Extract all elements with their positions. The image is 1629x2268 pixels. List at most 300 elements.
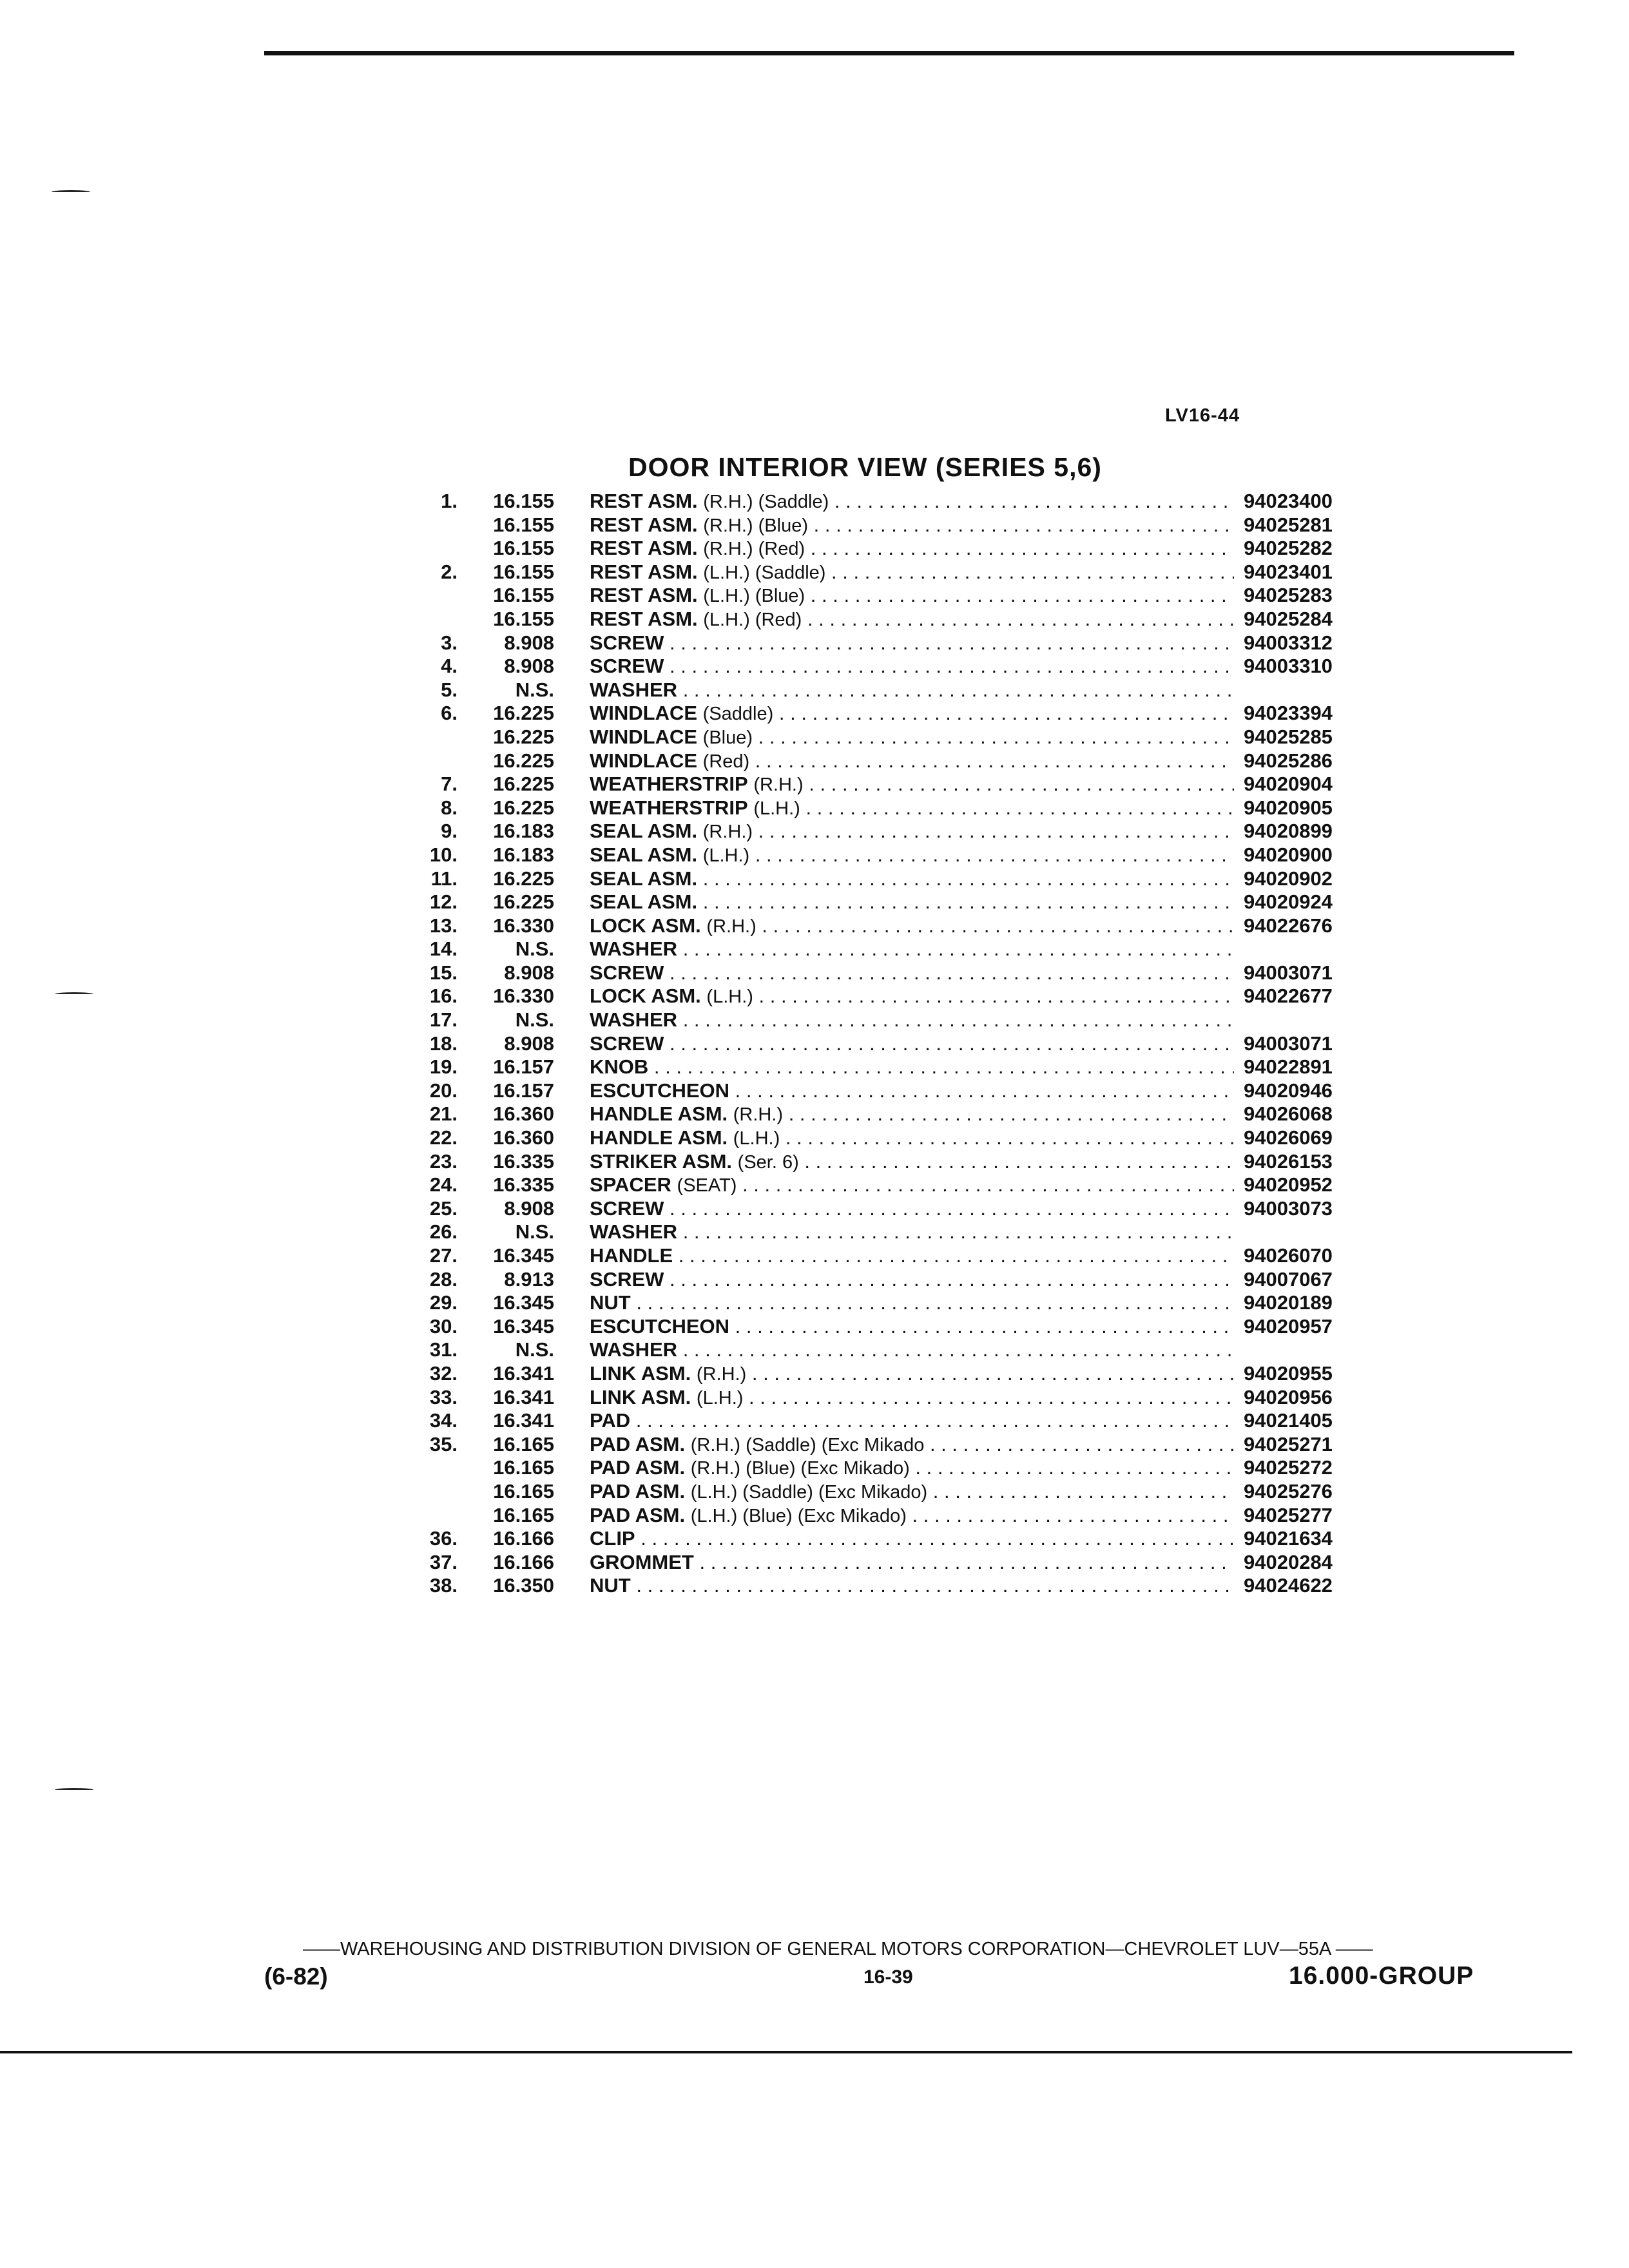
- part-qualifier: (R.H.): [702, 822, 753, 843]
- part-number: 94020956: [1244, 1385, 1333, 1408]
- part-qualifier: (R.H.) (Red): [703, 539, 805, 560]
- part-qualifier: (R.H.): [753, 774, 804, 796]
- item-number: 32.: [429, 1361, 458, 1385]
- group-number: 8.913: [504, 1267, 554, 1291]
- group-number: 16.225: [493, 890, 554, 914]
- part-name: LOCK ASM.: [590, 914, 701, 937]
- parts-row: [406, 843, 1385, 867]
- parts-row: [406, 490, 1385, 514]
- group-number: 16.225: [493, 796, 554, 819]
- footer-publisher-line: ——WAREHOUSING AND DISTRIBUTION DIVISION OF GENERAL MOTORS CORPORATION—CHEVROLET LUV—55A ——: [303, 1939, 1373, 1959]
- parts-row: [406, 678, 1385, 702]
- part-qualifier: (R.H.) (Saddle) (Exc Mikado: [690, 1434, 925, 1456]
- item-number: 14.: [429, 937, 458, 961]
- part-qualifier: (L.H.) (Red): [703, 609, 802, 630]
- group-number: 16.335: [493, 1173, 554, 1196]
- part-number: 94020952: [1244, 1173, 1333, 1196]
- item-number: 4.: [441, 655, 458, 678]
- part-description: [590, 1574, 1234, 1599]
- parts-row: [406, 1527, 1385, 1551]
- part-description: [590, 1008, 1234, 1033]
- parts-row: [406, 1079, 1385, 1103]
- item-number: 12.: [429, 890, 458, 914]
- parts-row: [406, 584, 1385, 608]
- part-description: [590, 843, 1234, 868]
- part-number: 94023401: [1244, 560, 1333, 583]
- part-number: 94026069: [1244, 1126, 1333, 1149]
- item-number: 30.: [429, 1314, 458, 1338]
- part-name: REST ASM.: [590, 560, 698, 583]
- part-number: 94020899: [1244, 820, 1333, 843]
- item-number: 26.: [429, 1220, 458, 1244]
- group-number: N.S.: [515, 937, 554, 961]
- part-name: WEATHERSTRIP: [590, 796, 748, 819]
- part-number: 94025276: [1244, 1479, 1333, 1503]
- part-number: 94020904: [1244, 773, 1333, 796]
- group-number: 16.165: [493, 1432, 554, 1456]
- parts-row: [406, 655, 1385, 678]
- part-description: [590, 1173, 1234, 1198]
- part-number: 94021405: [1244, 1409, 1333, 1432]
- group-number: 16.225: [493, 867, 554, 890]
- part-name: KNOB: [590, 1055, 649, 1079]
- group-number: 16.165: [493, 1456, 554, 1479]
- group-number: 16.165: [493, 1503, 554, 1526]
- item-number: 11.: [430, 867, 458, 890]
- parts-row: [406, 867, 1385, 891]
- parts-row: [406, 1197, 1385, 1221]
- item-number: 37.: [429, 1550, 458, 1573]
- parts-row: [406, 1362, 1385, 1386]
- page-ref-code: LV16-44: [1165, 405, 1240, 426]
- group-number: 16.360: [493, 1126, 554, 1149]
- parts-row: [406, 726, 1385, 749]
- item-number: 29.: [429, 1291, 458, 1314]
- part-description: [590, 1527, 1234, 1552]
- group-number: 16.225: [493, 725, 554, 748]
- part-qualifier: (R.H.): [696, 1363, 747, 1385]
- part-number: 94022676: [1244, 914, 1333, 937]
- part-name: SCREW: [590, 961, 664, 984]
- parts-row: [406, 1008, 1385, 1032]
- item-number: 34.: [429, 1409, 458, 1432]
- part-description: [590, 820, 1234, 844]
- group-number: 16.165: [493, 1479, 554, 1503]
- part-name: HANDLE ASM.: [590, 1126, 728, 1149]
- part-description: [590, 1291, 1234, 1316]
- part-number: 94025272: [1244, 1456, 1333, 1479]
- parts-list: [406, 490, 1385, 1598]
- item-number: 36.: [429, 1527, 458, 1550]
- item-number: 27.: [429, 1244, 458, 1267]
- parts-row: [406, 537, 1385, 561]
- item-number: 6.: [441, 702, 458, 725]
- part-qualifier: (R.H.): [733, 1104, 784, 1126]
- item-number: 31.: [429, 1338, 458, 1361]
- part-qualifier: (R.H.) (Blue): [703, 515, 808, 536]
- part-number: 94026068: [1244, 1102, 1333, 1126]
- part-description: [590, 773, 1234, 797]
- part-description: [590, 537, 1234, 561]
- part-name: WASHER: [590, 678, 678, 701]
- part-number: 94024622: [1244, 1574, 1333, 1597]
- item-number: 21.: [429, 1102, 458, 1126]
- part-number: 94026070: [1244, 1244, 1333, 1267]
- part-qualifier: (L.H.): [702, 845, 750, 866]
- group-number: 16.157: [493, 1055, 554, 1079]
- part-description: [590, 961, 1234, 986]
- part-number: 94020900: [1244, 843, 1333, 866]
- part-qualifier: (L.H.): [753, 798, 800, 819]
- parts-row: [406, 937, 1385, 961]
- part-name: LOCK ASM.: [590, 985, 701, 1008]
- group-number: 16.183: [493, 820, 554, 843]
- part-description: [590, 1032, 1234, 1057]
- part-qualifier: (L.H.): [696, 1387, 744, 1408]
- part-qualifier: (R.H.): [706, 916, 757, 937]
- part-number: 94026153: [1244, 1149, 1333, 1173]
- group-number: 8.908: [504, 1032, 554, 1055]
- part-name: LINK ASM.: [590, 1385, 691, 1408]
- part-number: 94003312: [1244, 631, 1333, 654]
- group-number: 16.183: [493, 843, 554, 866]
- part-description: [590, 1220, 1234, 1245]
- parts-row: [406, 796, 1385, 820]
- footer-group: 16.000-GROUP: [1289, 1962, 1474, 1990]
- part-description: [590, 655, 1234, 679]
- group-number: 16.155: [493, 490, 554, 512]
- group-number: 8.908: [504, 961, 554, 984]
- item-number: 7.: [441, 773, 458, 796]
- parts-row: [406, 1055, 1385, 1079]
- part-number: 94025277: [1244, 1503, 1333, 1526]
- part-name: WEATHERSTRIP: [590, 773, 748, 796]
- part-name: REST ASM.: [590, 607, 698, 630]
- part-number: 94025281: [1244, 513, 1333, 536]
- item-number: 10.: [429, 843, 458, 866]
- item-number: 25.: [429, 1196, 458, 1220]
- part-name: LINK ASM.: [590, 1361, 691, 1385]
- group-number: N.S.: [515, 678, 554, 701]
- part-name: SEAL ASM.: [590, 820, 698, 843]
- parts-row: [406, 514, 1385, 537]
- part-number: 94021634: [1244, 1527, 1333, 1550]
- group-number: N.S.: [515, 1220, 554, 1244]
- part-name: WINDLACE: [590, 749, 698, 772]
- item-number: 8.: [441, 796, 458, 819]
- group-number: 8.908: [504, 655, 554, 678]
- parts-row: [406, 1102, 1385, 1126]
- footer-page-number: 16-39: [863, 1966, 913, 1988]
- parts-row: [406, 1433, 1385, 1457]
- part-description: [590, 1456, 1234, 1481]
- part-description: [590, 608, 1234, 632]
- part-name: SEAL ASM.: [590, 867, 698, 890]
- part-name: NUT: [590, 1291, 631, 1314]
- parts-row: [406, 1173, 1385, 1197]
- group-number: 16.345: [493, 1291, 554, 1314]
- part-number: 94020946: [1244, 1079, 1333, 1102]
- part-description: [590, 914, 1234, 939]
- part-name: SCREW: [590, 1196, 664, 1220]
- part-number: 94020957: [1244, 1314, 1333, 1338]
- item-number: 16.: [429, 985, 458, 1008]
- group-number: 16.350: [493, 1574, 554, 1597]
- top-rule: [264, 51, 1514, 55]
- group-number: 16.360: [493, 1102, 554, 1126]
- part-qualifier: (R.H.) (Blue) (Exc Mikado): [690, 1458, 910, 1479]
- parts-row: [406, 1574, 1385, 1598]
- part-number: 94025286: [1244, 749, 1333, 772]
- footer-date: (6-82): [264, 1963, 328, 1990]
- group-number: N.S.: [515, 1008, 554, 1032]
- group-number: 16.155: [493, 537, 554, 560]
- part-name: REST ASM.: [590, 513, 698, 536]
- group-number: N.S.: [515, 1338, 554, 1361]
- part-description: [590, 1197, 1234, 1222]
- parts-row: [406, 1504, 1385, 1528]
- group-number: 16.166: [493, 1527, 554, 1550]
- part-name: SCREW: [590, 655, 664, 678]
- part-qualifier: (Saddle): [702, 704, 774, 725]
- parts-row: [406, 1220, 1385, 1244]
- part-name: STRIKER ASM.: [590, 1149, 733, 1173]
- part-name: SPACER: [590, 1173, 671, 1196]
- part-number: 94025284: [1244, 607, 1333, 630]
- group-number: 16.225: [493, 773, 554, 796]
- item-number: 28.: [429, 1267, 458, 1291]
- part-name: REST ASM.: [590, 537, 698, 560]
- part-number: 94020189: [1244, 1291, 1333, 1314]
- part-qualifier: (L.H.) (Blue) (Exc Mikado): [690, 1505, 907, 1526]
- part-description: [590, 1433, 1234, 1457]
- parts-row: [406, 773, 1385, 796]
- group-number: 16.155: [493, 560, 554, 583]
- group-number: 16.225: [493, 749, 554, 772]
- part-name: REST ASM.: [590, 490, 698, 512]
- part-qualifier: (Blue): [702, 727, 753, 748]
- part-name: GROMMET: [590, 1550, 694, 1573]
- part-description: [590, 678, 1234, 703]
- part-description: [590, 490, 1234, 514]
- parts-row: [406, 961, 1385, 985]
- part-qualifier: (Ser. 6): [737, 1151, 799, 1173]
- parts-row: [406, 608, 1385, 631]
- parts-row: [406, 1409, 1385, 1433]
- item-number: 2.: [441, 560, 458, 583]
- item-number: 17.: [429, 1008, 458, 1032]
- part-description: [590, 1126, 1234, 1151]
- part-name: ESCUTCHEON: [590, 1314, 730, 1338]
- part-description: [590, 867, 1234, 892]
- part-description: [590, 1315, 1234, 1340]
- part-description: [590, 1504, 1234, 1528]
- part-qualifier: (Red): [702, 751, 750, 772]
- item-number: 19.: [429, 1055, 458, 1079]
- item-number: 9.: [441, 820, 458, 843]
- group-number: 16.330: [493, 985, 554, 1008]
- group-number: 8.908: [504, 631, 554, 654]
- parts-row: [406, 1032, 1385, 1056]
- part-number: 94003310: [1244, 655, 1333, 678]
- part-description: [590, 937, 1234, 962]
- parts-row: [406, 1551, 1385, 1575]
- part-number: 94003071: [1244, 1032, 1333, 1055]
- part-description: [590, 749, 1234, 774]
- part-name: CLIP: [590, 1527, 635, 1550]
- margin-mark: [55, 1788, 93, 1792]
- parts-row: [406, 1126, 1385, 1150]
- part-name: WINDLACE: [590, 725, 698, 748]
- item-number: 22.: [429, 1126, 458, 1149]
- parts-row: [406, 1386, 1385, 1410]
- part-description: [590, 1150, 1234, 1175]
- item-number: 38.: [429, 1574, 458, 1597]
- item-number: 1.: [441, 490, 458, 512]
- part-description: [590, 1480, 1234, 1504]
- part-number: 94003073: [1244, 1196, 1333, 1220]
- part-number: 94007067: [1244, 1267, 1333, 1291]
- part-description: [590, 1362, 1234, 1387]
- part-name: PAD: [590, 1409, 631, 1432]
- group-number: 16.157: [493, 1079, 554, 1102]
- item-number: 3.: [441, 631, 458, 654]
- part-name: WASHER: [590, 1338, 678, 1361]
- group-number: 16.225: [493, 702, 554, 725]
- item-number: 13.: [429, 914, 458, 937]
- group-number: 16.155: [493, 513, 554, 536]
- part-name: WASHER: [590, 937, 678, 961]
- part-number: 94025285: [1244, 725, 1333, 748]
- parts-row: [406, 1268, 1385, 1292]
- part-description: [590, 890, 1234, 915]
- part-qualifier: (SEAT): [677, 1175, 737, 1196]
- part-name: WASHER: [590, 1008, 678, 1032]
- group-number: 16.345: [493, 1244, 554, 1267]
- part-number: 94022677: [1244, 985, 1333, 1008]
- parts-row: [406, 1480, 1385, 1504]
- parts-row: [406, 1291, 1385, 1315]
- part-name: PAD ASM.: [590, 1479, 686, 1503]
- part-qualifier: (L.H.) (Blue): [703, 586, 805, 607]
- part-qualifier: (L.H.) (Saddle) (Exc Mikado): [690, 1481, 928, 1503]
- part-description: [590, 1055, 1234, 1080]
- part-description: [590, 1551, 1234, 1575]
- part-name: REST ASM.: [590, 584, 698, 607]
- parts-row: [406, 1244, 1385, 1268]
- part-number: 94020902: [1244, 867, 1333, 890]
- group-number: 16.155: [493, 584, 554, 607]
- part-number: 94023400: [1244, 490, 1333, 512]
- part-description: [590, 584, 1234, 608]
- parts-row: [406, 561, 1385, 584]
- parts-row: [406, 631, 1385, 655]
- part-description: [590, 514, 1234, 538]
- part-qualifier: (L.H.) (Saddle): [703, 562, 826, 583]
- part-qualifier: (L.H.): [733, 1128, 780, 1149]
- part-description: [590, 796, 1234, 821]
- parts-row: [406, 890, 1385, 914]
- part-name: PAD ASM.: [590, 1432, 686, 1456]
- group-number: 16.341: [493, 1385, 554, 1408]
- part-name: SCREW: [590, 1267, 664, 1291]
- group-number: 16.330: [493, 914, 554, 937]
- parts-row: [406, 1315, 1385, 1339]
- part-name: WINDLACE: [590, 702, 698, 725]
- part-name: HANDLE ASM.: [590, 1102, 728, 1126]
- page-title: DOOR INTERIOR VIEW (SERIES 5,6): [628, 452, 1102, 482]
- item-number: 18.: [429, 1032, 458, 1055]
- group-number: 16.345: [493, 1314, 554, 1338]
- part-name: WASHER: [590, 1220, 678, 1244]
- part-description: [590, 726, 1234, 750]
- margin-mark: [52, 190, 90, 194]
- part-qualifier: (R.H.) (Saddle): [703, 492, 829, 512]
- part-description: [590, 1244, 1234, 1269]
- part-number: 94020924: [1244, 890, 1333, 914]
- part-number: 94025271: [1244, 1432, 1333, 1456]
- item-number: 24.: [429, 1173, 458, 1196]
- part-name: SEAL ASM.: [590, 890, 698, 914]
- item-number: 5.: [441, 678, 458, 701]
- parts-row: [406, 1150, 1385, 1174]
- part-description: [590, 1079, 1234, 1104]
- part-number: 94025282: [1244, 537, 1333, 560]
- parts-row: [406, 820, 1385, 843]
- part-name: SEAL ASM.: [590, 843, 698, 866]
- group-number: 16.341: [493, 1409, 554, 1432]
- part-description: [590, 561, 1234, 585]
- part-number: 94020905: [1244, 796, 1333, 819]
- parts-row: [406, 702, 1385, 726]
- item-number: 15.: [429, 961, 458, 984]
- item-number: 35.: [429, 1432, 458, 1456]
- part-name: PAD ASM.: [590, 1456, 686, 1479]
- part-number: 94025283: [1244, 584, 1333, 607]
- part-number: 94020284: [1244, 1550, 1333, 1573]
- part-qualifier: (L.H.): [706, 986, 753, 1008]
- part-number: 94022891: [1244, 1055, 1333, 1079]
- part-description: [590, 1409, 1234, 1434]
- part-number: 94020955: [1244, 1361, 1333, 1385]
- part-name: SCREW: [590, 1032, 664, 1055]
- group-number: 8.908: [504, 1196, 554, 1220]
- group-number: 16.155: [493, 607, 554, 630]
- parts-row: [406, 1338, 1385, 1362]
- part-description: [590, 702, 1234, 726]
- parts-row: [406, 985, 1385, 1008]
- part-description: [590, 1338, 1234, 1363]
- item-number: 33.: [429, 1385, 458, 1408]
- item-number: 23.: [429, 1149, 458, 1173]
- part-number: 94023394: [1244, 702, 1333, 725]
- part-description: [590, 1102, 1234, 1127]
- group-number: 16.335: [493, 1149, 554, 1173]
- part-name: PAD ASM.: [590, 1503, 686, 1526]
- part-name: SCREW: [590, 631, 664, 654]
- bottom-rule: [0, 2051, 1572, 2053]
- part-name: HANDLE: [590, 1244, 673, 1267]
- parts-row: [406, 914, 1385, 938]
- item-number: 20.: [429, 1079, 458, 1102]
- group-number: 16.166: [493, 1550, 554, 1573]
- margin-mark: [55, 992, 93, 996]
- part-description: [590, 631, 1234, 656]
- part-description: [590, 1268, 1234, 1293]
- parts-row: [406, 1456, 1385, 1480]
- part-number: 94003071: [1244, 961, 1333, 984]
- part-description: [590, 1386, 1234, 1410]
